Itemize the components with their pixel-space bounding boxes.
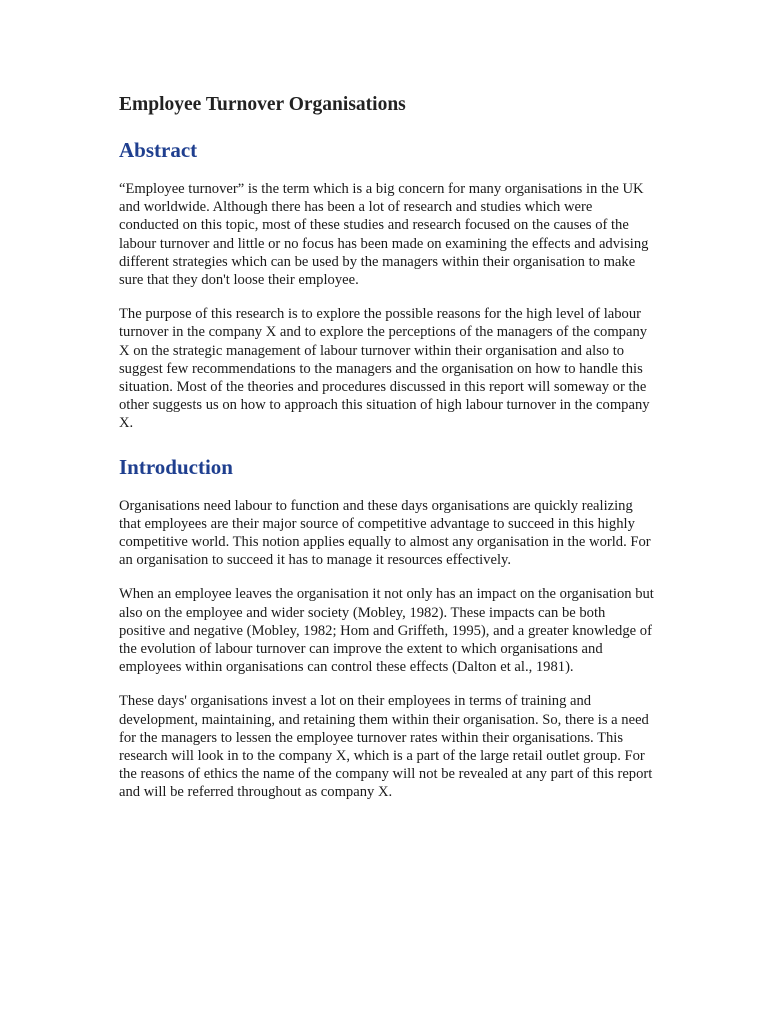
introduction-section xyxy=(119,453,655,802)
introduction-paragraph-2: When an employee leaves the organisation it not only has an impact on the organisation but also on the employee and wider society (Mobley, 1982). These impacts can be both positive and negative (Mobley, 1982; Hom and Griffeth, 1995), and a greater knowledge of the evolution of labour turnover can improve the extent to which organisations and employees within organisations can control these effects (Dalton et al., 1981). xyxy=(119,586,654,676)
document-page xyxy=(119,92,655,818)
abstract-heading: Abstract xyxy=(119,138,198,162)
abstract-section xyxy=(119,136,655,433)
introduction-paragraph-3: These days' organisations invest a lot on their employees in terms of training and development, maintaining, and retaining them within their organisation. So, there is a need for the managers to lessen the employee turnover rates within their organisations. This research will look in to the company X, which is a part of the large retail outlet group. For the reasons of ethics the name of the company will not be revealed at any part of this report and will be referred throughout as company X. xyxy=(119,693,653,801)
document-title: Employee Turnover Organisations xyxy=(119,94,406,115)
introduction-paragraph-1: Organisations need labour to function and these days organisations are quickly realizing that employees are their major source of competitive advantage to succeed in this highly competitive world. This notion applies equally to almost any organisation in the world. For an organisation to succeed it has to manage it resources effectively. xyxy=(119,497,651,569)
abstract-paragraph-1: “Employee turnover” is the term which is a big concern for many organisations in the UK and worldwide. Although there has been a lot of research and studies which were conducted on this topic, most of these studies and research focused on the causes of the labour turnover and little or no focus has been made on examining the effects and advising different strategies which can be used by the managers within their organisation to make sure that they don't loose their employee. xyxy=(119,181,649,289)
introduction-heading: Introduction xyxy=(119,454,233,479)
abstract-paragraph-2: The purpose of this research is to explore the possible reasons for the high level of labour turnover in the company X and to explore the perceptions of the managers of the company X on the strategic management of labour turnover within their organisation and also to suggest few recommendations to the managers and the organisation on how to handle this situation. Most of the theories and procedures discussed in this report will someway or the other suggests us on how to approach this situation of high labour turnover in the company X. xyxy=(119,306,650,432)
